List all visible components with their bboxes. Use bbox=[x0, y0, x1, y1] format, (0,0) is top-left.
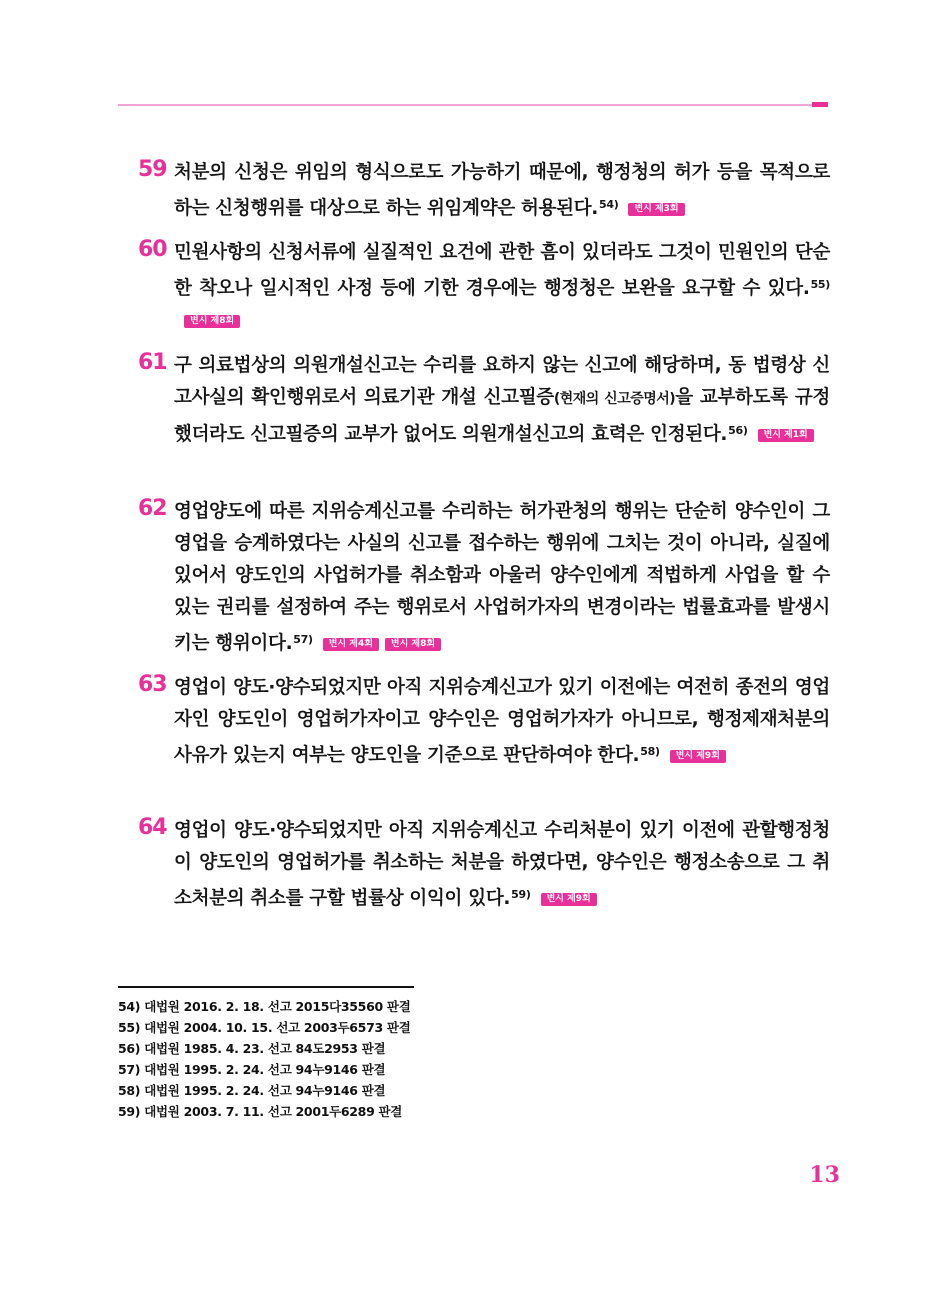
footnote-ref: 56) bbox=[728, 424, 748, 437]
item-text: 처분의 신청은 위임의 형식으로도 가능하기 때문에, 행정청의 허가 등을 목적으로 하는 신청행위를 대상으로 하는 위임계약은 허용된다.$^{54)}$ 변시 제3회 bbox=[174, 162, 830, 219]
footnote: 54) 대법원 2016. 2. 18. 선고 2015다35560 판결 bbox=[118, 999, 411, 1014]
footnote-rule bbox=[118, 986, 414, 988]
footnote: 59) 대법원 2003. 7. 11. 선고 2001두6289 판결 bbox=[118, 1104, 403, 1119]
item-60 bbox=[138, 237, 830, 337]
parenthetical-note: (현재의 신고증명서) bbox=[553, 391, 676, 407]
item-text: 민원사항의 신청서류에 실질적인 요건에 관한 흠이 있더라도 그것이 민원인의 단순한 착오나 일시적인 사정 등에 기한 경우에는 행정청은 보완을 요구할 수 있다.$^{55)}$변시 제8회 bbox=[174, 242, 830, 326]
page-number: 13 bbox=[809, 1162, 840, 1188]
item-text: 영업양도에 따른 지위승계신고를 수리하는 허가관청의 행위는 단순히 양수인이 그 영업을 승계하였다는 사실의 신고를 접수하는 행위에 그치는 것이 아니라, 실질에 있어서 양도인의 사업허가를 취소함과 아울러 양수인에게 적법하게 사업을 할 수 있는 권리를 설정하여 주는 행위로서 사업허가자의 변경이라는 법률효과를 발생시키는 행위이다.$^{57)}$ 변시 제4회 변시 제8회 bbox=[174, 501, 830, 654]
item-number: 63 bbox=[138, 672, 167, 697]
item-number: 60 bbox=[138, 237, 167, 262]
footnote-ref: 57) bbox=[293, 633, 313, 646]
footnote: 58) 대법원 1995. 2. 24. 선고 94누9146 판결 bbox=[118, 1083, 386, 1098]
item-text: 영업이 양도·양수되었지만 아직 지위승계신고가 있기 이전에는 여전히 종전의 영업자인 양도인이 영업허가자이고 양수인은 영업허가자가 아니므로, 행정제재처분의 사유가 있는지 여부는 양도인을 기준으로 판단하여야 한다.$^{58)}$ 변시 제9회 bbox=[174, 677, 830, 766]
footnote-ref: 58) bbox=[640, 745, 660, 758]
item-number: 59 bbox=[138, 157, 167, 182]
item-59 bbox=[138, 157, 830, 225]
footnote-ref: 59) bbox=[511, 888, 531, 901]
header-rule-accent bbox=[812, 102, 828, 107]
item-61 bbox=[138, 350, 830, 451]
exam-badge: 변시 제4회 bbox=[323, 638, 379, 651]
exam-badge: 변시 제1회 bbox=[758, 429, 814, 442]
item-64 bbox=[138, 815, 830, 915]
item-number: 62 bbox=[138, 496, 167, 521]
exam-badge: 변시 제8회 bbox=[385, 638, 441, 651]
item-62 bbox=[138, 496, 830, 660]
item-text: 영업이 양도·양수되었지만 아직 지위승계신고 수리처분이 있기 이전에 관할행정청이 양도인의 영업허가를 취소하는 처분을 하였다면, 양수인은 행정소송으로 그 취소처분의 취소를 구할 법률상 이익이 있다.$^{59)}$ 변시 제9회 bbox=[174, 820, 830, 909]
footnote: 55) 대법원 2004. 10. 15. 선고 2003두6573 판결 bbox=[118, 1020, 411, 1035]
footnote-ref: 54) bbox=[599, 198, 619, 211]
footnotes bbox=[118, 996, 718, 1122]
exam-badge: 변시 제8회 bbox=[184, 315, 240, 328]
header-rule bbox=[118, 104, 812, 106]
item-63 bbox=[138, 672, 830, 772]
footnote-ref: 55) bbox=[810, 278, 830, 291]
item-number: 61 bbox=[138, 350, 167, 375]
exam-badge: 변시 제9회 bbox=[670, 750, 726, 763]
item-number: 64 bbox=[138, 815, 167, 840]
exam-badge: 변시 제3회 bbox=[628, 203, 684, 216]
footnote: 56) 대법원 1985. 4. 23. 선고 84도2953 판결 bbox=[118, 1041, 386, 1056]
exam-badge: 변시 제9회 bbox=[541, 893, 597, 906]
item-text: 구 의료법상의 의원개설신고는 수리를 요하지 않는 신고에 해당하며, 동 법령상 신고사실의 확인행위로서 의료기관 개설 신고필증(현재의 신고증명서)을 교부하도록 규정했더라도 신고필증의 교부가 없어도 의원개설신고의 효력은 인정된다.$^{56)}$ 변시 제1회 bbox=[174, 355, 830, 445]
footnote: 57) 대법원 1995. 2. 24. 선고 94누9146 판결 bbox=[118, 1062, 386, 1077]
